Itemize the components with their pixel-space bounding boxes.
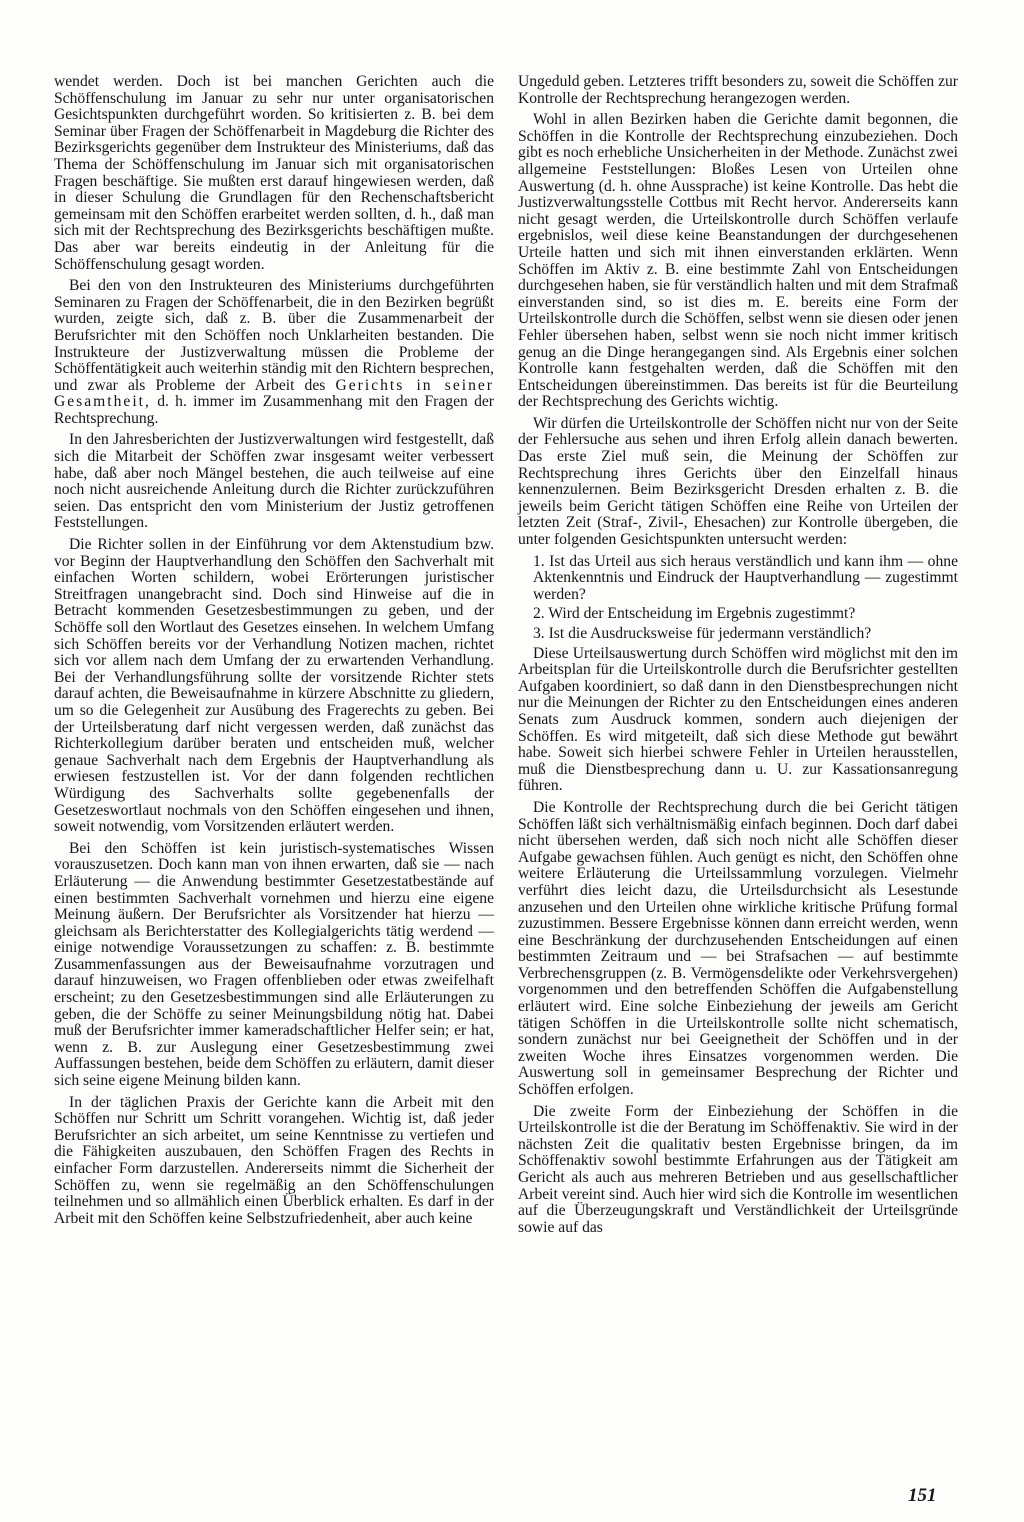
left-paragraph-2-text-a: Bei den von den Instrukteuren des Ministeriums durchgeführten Seminaren zu Fragen der Schöffenarbeit, die in den Bezirken begrüßt wurden, zeigte sich, daß z. B. über die Zusammenarbeit der Berufsrichter mit den Schöffen noch Unklarheiten bestanden. Die Instrukteure der Justizverwaltung müssen die Probleme der Schöffentätigkeit auch weiterhin ständig mit den Richtern besprechen, und zwar als Probleme der Arbeit des: [54, 277, 494, 394]
left-paragraph-4: Die Richter sollen in der Einführung vor dem Aktenstudium bzw. vor Beginn der Hauptverhandlung den Schöffen den Sachverhalt mit einfachen Worten schildern, wobei Erörterungen juristischer Streitfragen unangebracht sind. Doch sind Hinweise auf die in Betracht kommenden Gesetzesbestimmungen zu geben, und der Schöffe soll den Wortlaut des Gesetzes einsehen. In welchem Umfang sich Schöffen bereits vor der Verhandlung Notizen machen, richtet sich vor allem nach dem Umfang der zu erwartenden Verhandlung. Bei der Verhandlungsführung sollte der vorsitzende Richter stets darauf achten, die Beweisaufnahme in kürzere Abschnitte zu gliedern, um so die Gelegenheit zur Ausübung des Fragerechts zu geben. Bei der Urteilsberatung darf nicht vergessen werden, daß zunächst das Richterkollegium darüber beraten und entscheiden muß, welcher genaue Sachverhalt nach dem Ergebnis der Hauptverhandlung als erwiesen festzustellen ist. Vor der dann folgenden rechtlichen Würdigung des Sachverhalts sollte gegebenenfalls der Gesetzeswortlaut nochmals von den Schöffen eingesehen und ihnen, soweit notwendig, vom Vorsitzenden erläutert werden.: [54, 536, 494, 836]
list-item-1: 1. Ist das Urteil aus sich heraus verständlich und kann ihm — ohne Aktenkenntnis und Eindruck der Hauptverhandlung — zugestimmt werden?: [533, 552, 958, 603]
left-paragraph-1: wendet werden. Doch ist bei manchen Gerichten auch die Schöffenschulung im Januar zu sehr nur unter organisatorischen Gesichtspunkten durchgeführt worden. So kritisierten z. B. bei dem Seminar über Fragen der Schöffenarbeit in Magdeburg die Richter des Bezirksgerichts gegenüber dem Instrukteur des Ministeriums, daß das Thema der Schöffenschulung im Januar sich mit organisatorischen Fragen beschäftige. Sie mußten erst darauf hingewiesen werden, daß in dieser Schulung die Grundlagen für den Rechenschaftsbericht gemeinsam mit den Schöffen erarbeitet werden sollten, d. h., daß man sich mit der Rechtsprechung des Bezirksgerichts beschäftigen mußte. Das aber war bereits eindeutig in der Anleitung für die Schöffenschulung gesagt worden.: [54, 73, 494, 273]
right-paragraph-3: Wir dürfen die Urteilskontrolle der Schöffen nicht nur von der Seite der Fehlersuche aus sehen und ihren Erfolg allein danach bewerten. Das erste Ziel muß sein, die Meinung der Schöffen zur Rechtsprechung ihres Gerichts über den Einzelfall hinaus kennenzulernen. Beim Bezirksgericht Dresden erhalten z. B. die jeweils beim Gericht tätigen Schöffen eine Reihe von Urteilen der letzten Zeit (Straf-, Zivil-, Ehesachen) zur Kontrolle übergeben, die unter folgenden Gesichtspunkten untersucht werden:: [518, 414, 958, 549]
left-paragraph-5: Bei den Schöffen ist kein juristisch-systematisches Wissen vorauszusetzen. Doch kann man von ihnen erwarten, daß sie — nach Erläuterung — die Anwendung bestimmter Gesetzestatbestände auf einen bestimmten Sachverhalt vornehmen und hierzu eine eigene Meinung äußern. Der Berufsrichter als Vorsitzender hat hierzu — gleichsam als Berichterstatter des Kollegialgerichts tätig werdend — einige notwendige Voraussetzungen zu schaffen: z. B. bestimmte Zusammenfassungen aus der Beweisaufnahme vorzutragen und darauf hinzuweisen, wo Fragen offenblieben oder etwas zweifelhaft erscheint; zu den Gesetzesbestimmungen sind alle Erläuterungen zu geben, die der Schöffe zu seiner Meinungsbildung nötig hat. Dabei muß der Berufsrichter immer kameradschaftlicher Helfer sein; er hat, wenn z. B. zur Auslegung einer Gesetzesbestimmung zwei Auffassungen bestehen, beide dem Schöffen zu erläutern, damit dieser sich seine eigene Meinung bilden kann.: [54, 839, 494, 1090]
left-paragraph-2-text-b: d. h. immer im Zusammenhang mit den Fragen der Rechtsprechung.: [54, 393, 494, 427]
page-number: 151: [908, 1485, 937, 1506]
left-paragraph-6: In der täglichen Praxis der Gerichte kann die Arbeit mit den Schöffen nur Schritt um Schritt vorangehen. Wichtig ist, daß jeder Berufsrichter an sich arbeitet, um seine Kenntnisse zu vertiefen und die Fähigkeiten auszubauen, den Schöffen Fragen des Rechts in einfacher Form darzustellen. Andererseits nimmt die Sicherheit der Schöffen zu, wenn sie regelmäßig an den Schöffenschulungen teilnehmen und so allmählich einen Überblick erhalten. Es darf in der Arbeit mit den Schöffen keine Selbstzufriedenheit, aber auch keine: [54, 1093, 494, 1227]
left-paragraph-2-emphasis: Gerichts in seiner Gesamtheit,: [54, 376, 494, 411]
right-column: [518, 74, 958, 1241]
right-paragraph-6: Die zweite Form der Einbeziehung der Schöffen in die Urteilskontrolle ist die der Beratung im Schöffenaktiv. Sie wird in der nächsten Zeit die qualitativ besten Ergebnisse bringen, da im Schöffenaktiv sowohl bestimmte Erfahrungen aus der Tätigkeit am Gericht als auch aus mehreren Betrieben und aus gesellschaftlicher Arbeit vereint sind. Auch hier wird sich die Kontrolle im wesentlichen auf die Überzeugungskraft und Verständlichkeit der Urteilsgründe sowie auf das: [518, 1102, 958, 1236]
right-paragraph-5: Die Kontrolle der Rechtsprechung durch die bei Gericht tätigen Schöffen läßt sich verhältnismäßig einfach beginnen. Doch darf dabei nicht übersehen werden, daß sich noch nicht alle Schöffen dieser Aufgabe gewachsen fühlen. Auch genügt es nicht, den Schöffen ohne weitere Erläuterung die Urteilssammlung vorzulegen. Vielmehr verführt dies leicht dazu, die Urteilsdurchsicht als Lesestunde anzusehen und den Urteilen ohne wirkliche kritische Prüfung formal zuzustimmen. Bessere Ergebnisse können dann erreicht werden, wenn eine Beschränkung der durchzusehenden Entscheidungen auf einen bestimmten Zeitraum und — bei Strafsachen — auf bestimmte Verbrechensgruppen (z. B. Vermögensdelikte oder Verkehrsvergehen) vorgenommen und den betreffenden Schöffen die Aufgabenstellung erläutert wird. Eine solche Einbeziehung der jeweils am Gericht tätigen Schöffen in die Urteilskontrolle sollte nicht schematisch, sondern zunächst nur bei Geeignetheit der Schöffen und in der zweiten Woche ihres Einsatzes vorgenommen werden. Die Auswertung soll in gemeinsamer Besprechung der Richter und Schöffen erfolgen.: [518, 798, 958, 1099]
right-paragraph-2: Wohl in allen Bezirken haben die Gerichte damit begonnen, die Schöffen in die Kontrolle der Rechtsprechung einzubeziehen. Doch gibt es noch erhebliche Unsicherheiten in der Methode. Zunächst zwei allgemeine Feststellungen: Bloßes Lesen von Urteilen ohne Auswertung (d. h. ohne Aussprache) ist keine Kontrolle. Das hebt die Justizverwaltungsstelle Cottbus mit Recht hervor. Andererseits kann nicht gesagt werden, die Urteilskontrolle durch Schöffen verlaufe ergebnislos, weil diese keine Beanstandungen der durchgesehenen Urteile hatten und sich mit ihnen einverstanden erklärten. Wenn Schöffen im Aktiv z. B. eine bestimmte Zahl von Entscheidungen durchgesehen haben, sie für verständlich halten und mit dem Strafmaß einverstanden sind, so ist dies m. E. bereits eine Form der Urteilskontrolle durch die Schöffen, selbst wenn sie diesen oder jenen Fehler übersehen haben, selbst wenn sie noch nicht immer kritisch genug an die Dinge herangegangen sind. Als Ergebnis einer solchen Kontrolle kann festgehalten werden, daß die Schöffen mit den Entscheidungen übereinstimmen. Das bereits ist für die Beurteilung der Rechtsprechung des Gerichts wichtig.: [518, 111, 958, 411]
list-item-2: 2. Wird der Entscheidung im Ergebnis zugestimmt?: [533, 605, 856, 623]
right-paragraph-4: Diese Urteilsauswertung durch Schöffen wird möglichst mit den im Arbeitsplan für die Urteilskontrolle durch die Berufsrichter gestellten Aufgaben koordiniert, so daß dann in den Dienstbesprechungen nicht nur die Meinungen der Richter zu den Entscheidungen eines anderen Senats zum Ausdruck kommen, sondern auch diejenigen der Schöffen. Es wird mitgeteilt, daß sich diese Methode gut bewährt habe. Soweit sich hierbei schwere Fehler in Urteilen herausstellen, muß die Dienstbesprechung dann u. U. zur Kassationsanregung führen.: [518, 644, 958, 795]
left-paragraph-2: [54, 278, 494, 427]
right-paragraph-1: Ungeduld geben. Letzteres trifft besonders zu, soweit die Schöffen zur Kontrolle der Rechtsprechung herangezogen werden.: [518, 73, 958, 107]
left-paragraph-3: In den Jahresberichten der Justizverwaltungen wird festgestellt, daß sich die Mitarbeit der Schöffen zwar insgesamt weiter verbessert habe, daß aber noch Mängel bestehen, die auch teilweise auf eine noch nicht ausreichende Anleitung durch die Richter zurückzuführen seien. Das entspricht den vom Ministerium der Justiz getroffenen Feststellungen.: [54, 431, 494, 532]
list-item-3: 3. Ist die Ausdrucksweise für jedermann verständlich?: [533, 625, 872, 642]
left-column: [54, 74, 494, 1232]
